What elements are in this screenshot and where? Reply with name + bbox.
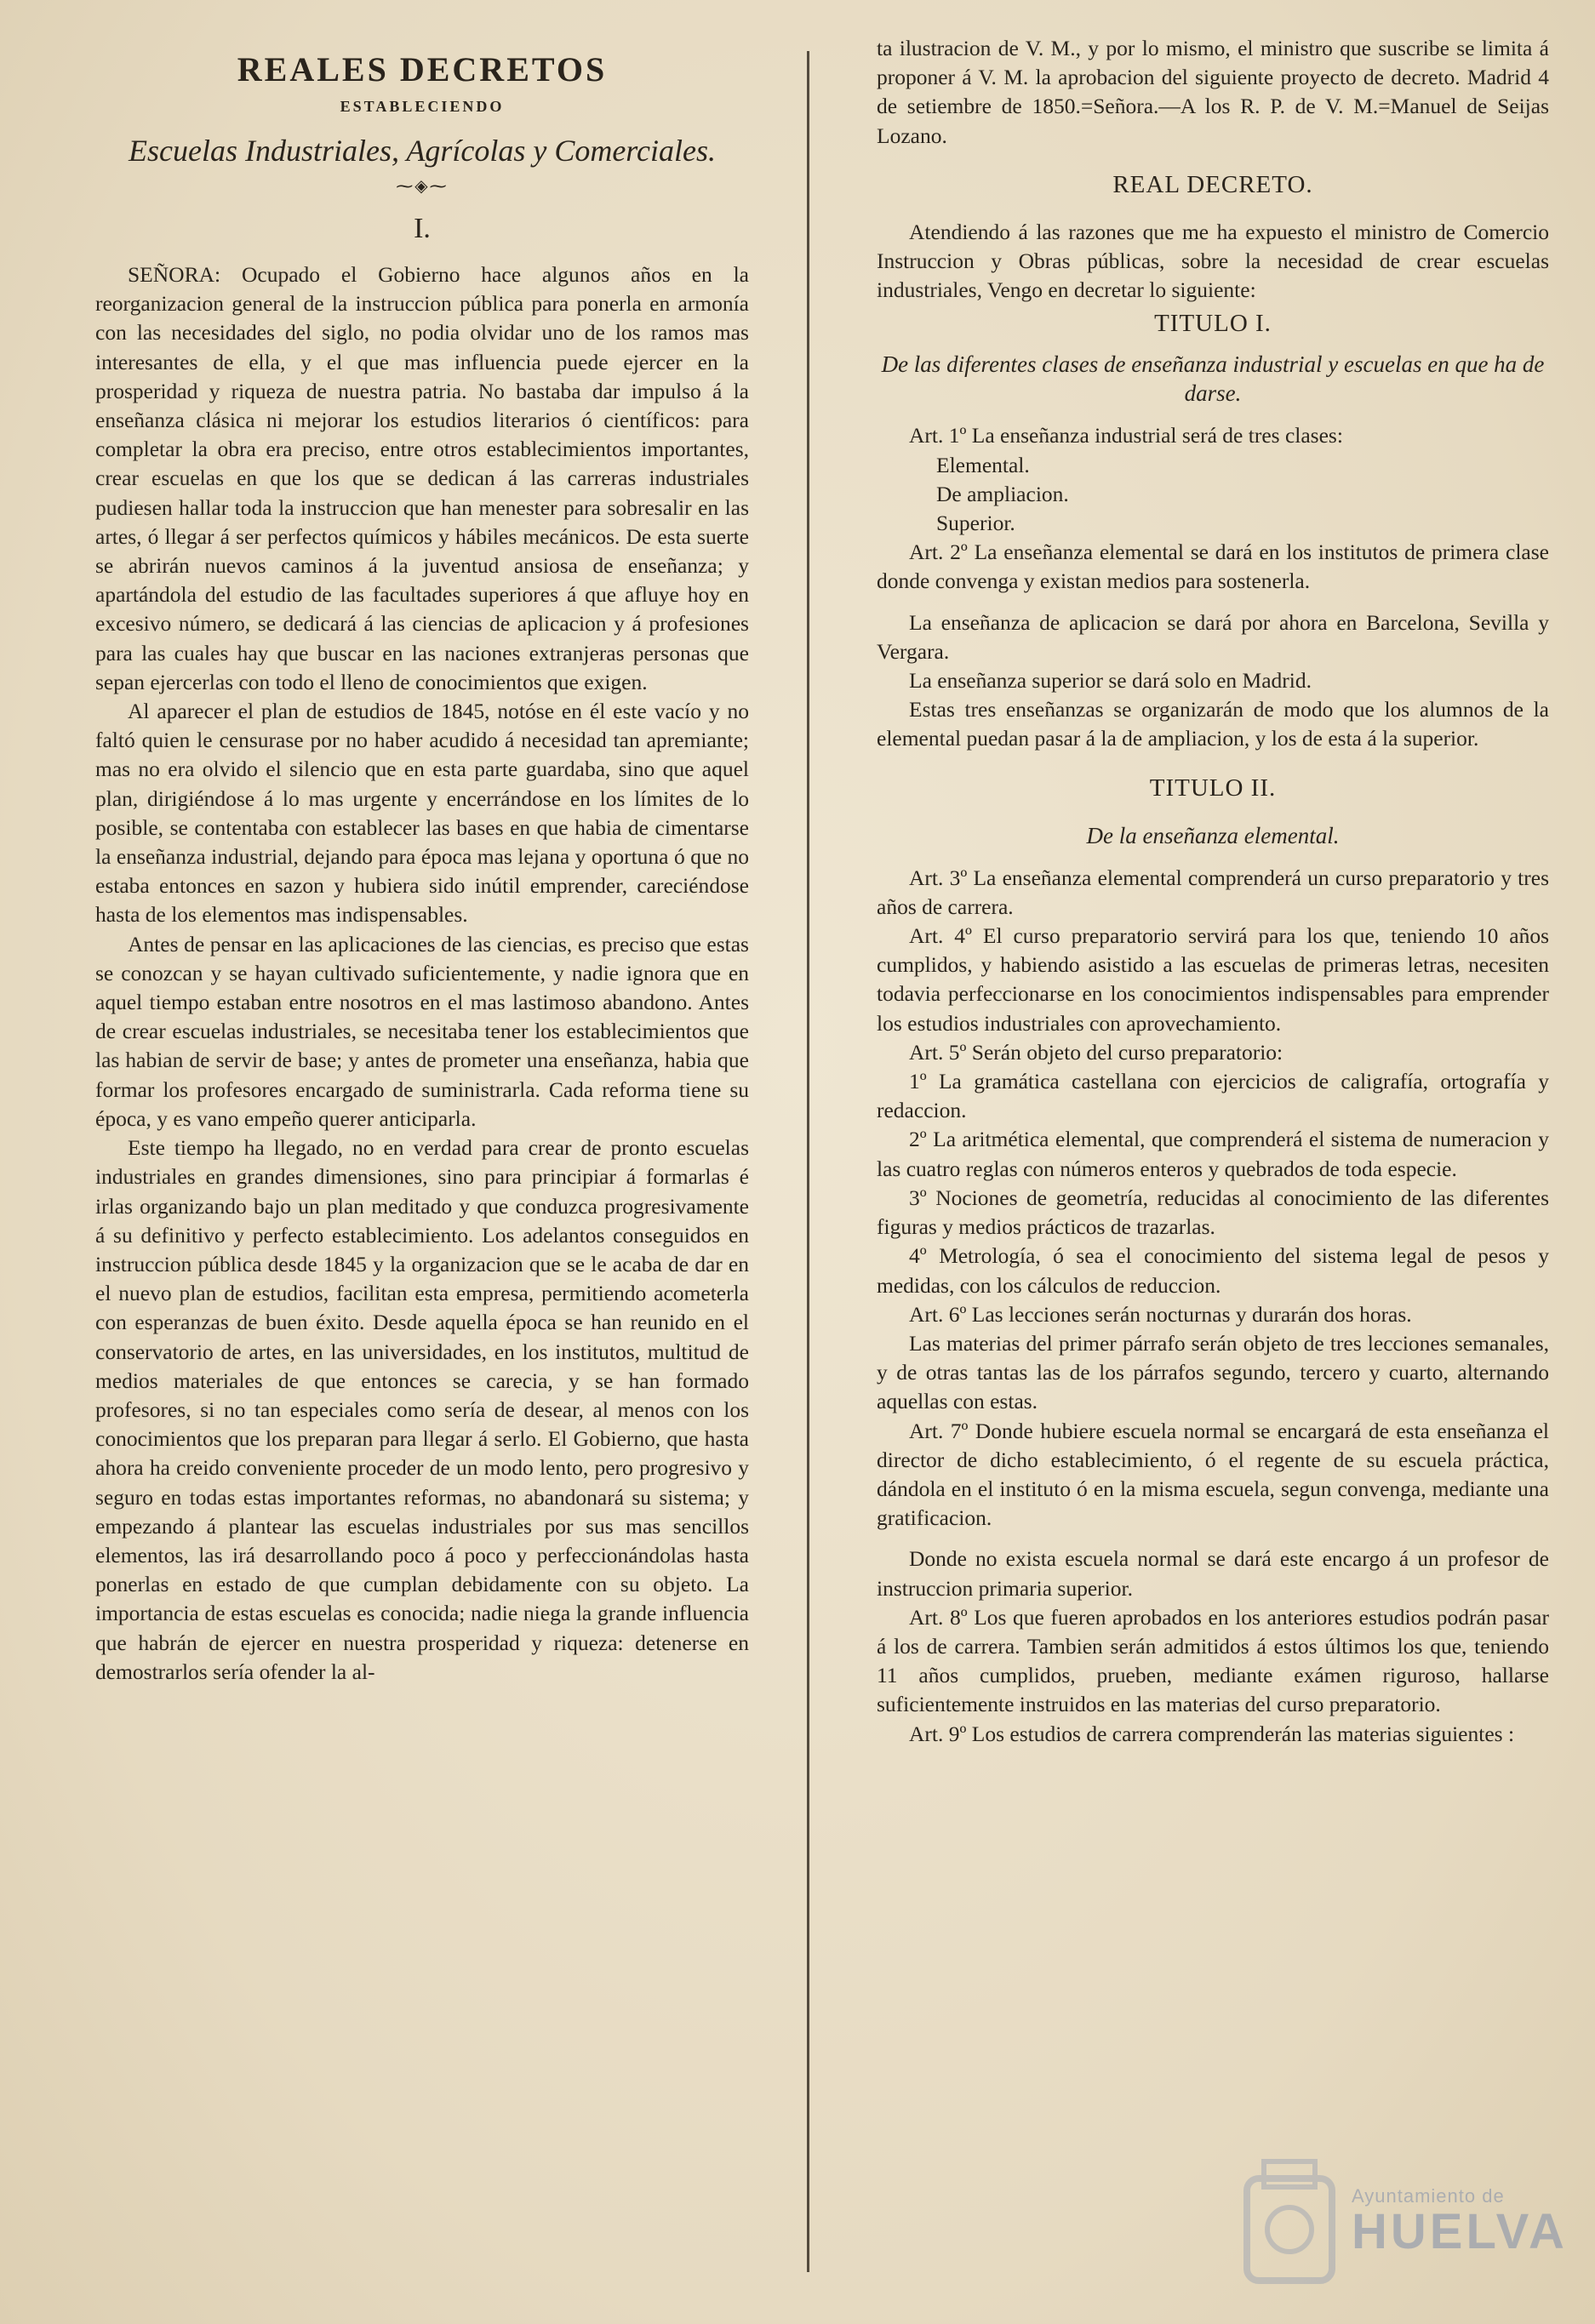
left-column	[95, 34, 749, 1687]
paragraph: Donde no exista escuela normal se dará este encargo á un profesor de instruccion primaria superior.	[877, 1546, 1549, 1601]
list-item: 2º La aritmética elemental, que comprenderá el sistema de numeracion y las cuatro reglas con números enteros y quebrados de toda especie.	[877, 1127, 1549, 1181]
exposition-continuation	[877, 34, 1549, 151]
list-item: 1º La gramática castellana con ejercicios de caligrafía, ortografía y redaccion.	[877, 1069, 1549, 1123]
paragraph: Este tiempo ha llegado, no en verdad para crear de pronto escuelas industriales en grandes dimensiones, sino para principiar á formarlas é irlas organizando bajo un plan meditado y que conduzca progresivamente á su definitivo y perfecto establecimiento. Los adelantos conseguidos en instruccion pública desde 1845 y la organizacion que se le acaba de dar en el nuevo plan de estudios, facilitan esta empresa, permitiendo acometerla con esperanzas de buen éxito. Desde aquella época se han reunido en el conservatorio de artes, en las universidades, en los institutos, multitud de medios materiales de que entonces se carecia, y se han formado profesores, si no tan especiales como sería de desear, al menos con los conocimientos que los preparan para llegar á serlo. El Gobierno, que hasta ahora ha creido conveniente proceder de un modo lento, pero progresivo y seguro en todas estas importantes reformas, no abandonará su sistema; y empezando á plantear las escuelas industriales por sus mas sencillos elementos, las irá desarrollando poco á poco y perfeccionándolas hasta ponerlas en estado de que cumplan debidamente con su objeto. La importancia de estas escuelas es conocida; nadie niega la grande influencia que habrán de ejercer en nuestra prosperidad y riqueza: detenerse en demostrarlos sería ofender la al-	[95, 1135, 749, 1684]
titulo-1: TITULO I.	[1154, 310, 1272, 338]
titulo-2-subtitle: De la enseñanza elemental.	[1086, 822, 1340, 848]
list-item: Elemental.	[936, 452, 1030, 477]
article: Art. 5º Serán objeto del curso preparatorio:	[909, 1039, 1283, 1065]
watermark-main: HUELVA	[1352, 2204, 1568, 2259]
paragraph: Estas tres enseñanzas se organizarán de modo que los alumnos de la elemental puedan pasar á la de ampliacion, y los de esta á la superior.	[877, 697, 1549, 751]
paragraph: La enseñanza de aplicacion se dará por ahora en Barcelona, Sevilla y Vergara.	[877, 609, 1549, 664]
page-subtitle: ESTABLECIENDO	[340, 98, 505, 115]
decree-title: REAL DECRETO.	[1112, 170, 1313, 198]
spacer	[877, 597, 1549, 608]
titulo-2: TITULO II.	[1149, 774, 1277, 802]
page-title: REALES DECRETOS	[237, 50, 608, 89]
titulo-1-subtitle: De las diferentes clases de enseñanza industrial y escuelas en que ha de darse.	[881, 351, 1545, 407]
articles-block-1	[877, 421, 1549, 753]
paragraph: ta ilustracion de V. M., y por lo mismo, el ministro que suscribe se limita á proponer á V. M. la aprobacion del siguiente proyecto de decreto. Madrid 4 de setiembre de 1850.=Señora.—A los R. P. de V. M.=Manuel de Seijas Lozano.	[877, 36, 1549, 148]
decree-intro-block	[877, 218, 1549, 305]
column-divider	[807, 51, 809, 2272]
article: Art. 7º Donde hubiere escuela normal se encargará de esta enseñanza el director de dicho establecimiento, ó el regente de su escuela práctica, dándola en el instituto ó en la misma escuela, segun convenga, mediante una gratificacion.	[877, 1418, 1549, 1531]
article: Art. 6º Las lecciones serán nocturnas y durarán dos horas.	[909, 1301, 1412, 1327]
list-item: 3º Nociones de geometría, reducidas al conocimiento de las diferentes figuras y medios prácticos de trazarlas.	[877, 1185, 1549, 1240]
list-item: Superior.	[936, 511, 1015, 536]
watermark-text	[1352, 2185, 1568, 2257]
right-column	[877, 34, 1549, 1749]
spacer	[877, 1533, 1549, 1545]
paragraph: SEÑORA: Ocupado el Gobierno hace algunos años en la reorganizacion general de la instruccion pública para ponerla en armonía con las necesidades del siglo, no podia olvidar uno de los ramos mas interesantes de ella, y el que mas influencia puede ejercer en la prosperidad y riqueza de nuestra patria. No bastaba dar impulso á la enseñanza clásica ni mejorar los estudios literarios ó científicos: para completar la obra era preciso, entre otros establecimientos importantes, crear escuelas en que los que se dedican á las carreras industriales pudiesen hallar toda la instruccion que han menester para sobresalir en las artes, ó llegar á ser perfectos químicos y hábiles mecánicos. De esta suerte se abrirán nuevos caminos á la juventud ansiosa de enseñanza; y apartándola del estudio de las facultades superiores á que afluye hoy en excesivo número, se dedicará á las ciencias de aplicacion y á profesiones para las cuales hay que buscar en las naciones extranjeras personas que sepan ejercerlas con todo el lleno de conocimientos que exigen.	[95, 262, 749, 694]
paragraph: Las materias del primer párrafo serán objeto de tres lecciones semanales, y de otras tantas las de los párrafos segundo, tercero y cuarto, alternando aquellas con estas.	[877, 1330, 1549, 1414]
section-numeral: I.	[414, 213, 431, 244]
article: Art. 8º Los que fueren aprobados en los anteriores estudios podrán pasar á los de carrera. Tambien serán admitidos á estos últimos los que, teniendo 11 años cumplidos, prueben, mediante exámen riguroso, hallarse suficientemente instruidos en las materias del curso preparatorio.	[877, 1604, 1549, 1717]
list-item: 4º Metrología, ó sea el conocimiento del sistema legal de pesos y medidas, con los cálculos de reduccion.	[877, 1243, 1549, 1298]
paragraph: Antes de pensar en las aplicaciones de las ciencias, es preciso que estas se conozcan y se hayan cultivado suficientemente, y nadie ignora que en aquel tiempo estaban entre nosotros en el mas lastimoso abandono. Antes de crear escuelas industriales, se necesitaba tener los establecimientos que las habian de servir de base; y antes de prometer una enseñanza, habia que formar los profesores encargado de suministrarla. Cada reforma tiene su época, y es vano empeño querer anticiparla.	[95, 931, 749, 1131]
article: Art. 1º La enseñanza industrial será de tres clases:	[909, 423, 1343, 448]
watermark-sub: Ayuntamiento de	[1352, 2185, 1505, 2207]
exposition-text	[95, 260, 749, 1687]
article: Art. 4º El curso preparatorio servirá para los que, teniendo 10 años cumplidos, y habiendo asistido a las escuelas de primeras letras, necesiten todavia perfeccionarse en los conocimientos indispensables para emprender los estudios industriales con aprovechamiento.	[877, 923, 1549, 1036]
page-subject: Escuelas Industriales, Agrícolas y Comerciales.	[129, 134, 716, 168]
article: Art. 9º Los estudios de carrera comprenderán las materias siguientes :	[909, 1721, 1515, 1746]
article: Art. 3º La enseñanza elemental comprenderá un curso preparatorio y tres años de carrera.	[877, 865, 1549, 919]
paragraph: La enseñanza superior se dará solo en Madrid.	[909, 668, 1312, 694]
list-item: De ampliacion.	[936, 481, 1069, 506]
paragraph: Al aparecer el plan de estudios de 1845, notóse en él este vacío y no faltó quien le censurase por no haber acudido á necesidad tan apremiante; mas no era olvido el silencio que en esta parte guardaba, sino que aquel plan, dirigiéndose á lo mas urgente y encerrándose en los límites de lo posible, se contentaba con establecer las bases en que habia de cimentarse la enseñanza industrial, dejando para época mas lejana y oportuna ó que no estaba entonces en sazon y hubiera sido inútil emprender, careciéndose hasta de los elementos mas indispensables.	[95, 699, 749, 928]
article: Art. 2º La enseñanza elemental se dará en los institutos de primera clase donde convenga y existan medios para sostenerla.	[877, 540, 1549, 594]
articles-block-2	[877, 864, 1549, 1749]
ornament-divider: ⁓◈⁓	[396, 175, 449, 196]
decree-intro: Atendiendo á las razones que me ha expuesto el ministro de Comercio Instruccion y Obras públicas, sobre la necesidad de crear escuelas industriales, Vengo en decretar lo siguiente:	[877, 219, 1549, 303]
